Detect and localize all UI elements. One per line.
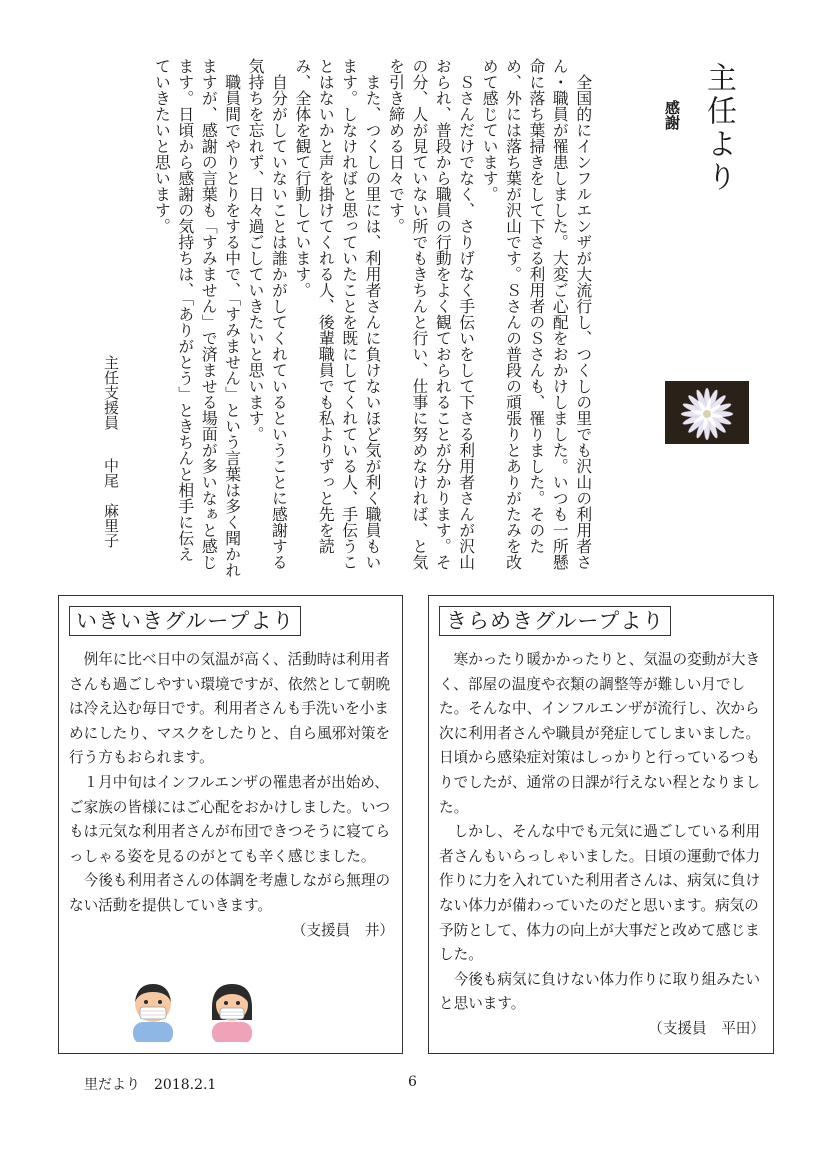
ikiiki-group-title: いきいきグループより: [69, 606, 301, 636]
kirameki-group-body: [439, 648, 765, 1042]
page-title: 主任より: [701, 62, 736, 194]
kirameki-paragraph: 今後も病気に負けない体力作りに取り組みたいと思います。: [439, 970, 761, 1013]
article-paragraph: Ｓさんだけでなく、さりげなく手伝いをして下さる利用者さんが沢山おられ、普段から職員の行動をよく観ておられることが分かります。その分、人が見ていない所でもきちんと行い、仕事に努めなければ、と気を引き締める日々です。: [386, 58, 476, 570]
footer-publication: 里だより 2018.2.1: [84, 1077, 217, 1093]
kirameki-group-title: きらめきグループより: [439, 606, 671, 636]
article-body: [150, 58, 595, 578]
ikiiki-paragraph: 今後も利用者さんの体調を考慮しながら無理のない活動を提供していきます。: [69, 872, 391, 914]
section-subtitle: 感謝: [663, 100, 681, 130]
signature-role: 主任支援員: [102, 355, 120, 430]
ikiiki-paragraph: 例年に比べ日中の気温が高く、活動時は利用者さんも過ごしやすい環境ですが、依然として朝晩は冷え込む毎日です。利用者さんも手洗いを小まめにしたり、マスクをしたりと、自ら風邪対策を行う方もおられます。: [69, 651, 391, 767]
ikiiki-group-box: [58, 595, 403, 1054]
girl-with-mask-icon: [206, 978, 258, 1042]
article-paragraph: また、つくしの里には、利用者さんに負けないほど気が利く職員もいます。しなければと思っていたことを既にしてくれている人、手伝うことはないかと声を掛けてくれる人、後輩職員でも私よりずっと先を読み、全体を観て行動しています。: [292, 58, 383, 570]
kirameki-group-box: [428, 595, 774, 1054]
signature-name: 中尾 麻里子: [102, 458, 120, 548]
kirameki-paragraph: しかし、そんな中でも元気に過ごしている利用者さんもいらっしゃいました。日頃の運動で体力作りに力を入れていた利用者さんは、病気に負けない体力が備わっていたのだと思います。病気の予防として、体力の向上が大事だと改めて感じました。: [439, 823, 761, 964]
article-paragraph: 全国的にインフルエンザが大流行し、つくしの里でも沢山の利用者さん・職員が罹患しました。大変ご心配をおかけしました。いつも一所懸命に落ち葉掃きをして下さる利用者のＳさんも、罹りました。そのため、外には落ち葉が沢山です。Ｓさんの普段の頑張りとありがたみを改めて感じています。: [480, 58, 593, 570]
kirameki-staff: （支援員 平田）: [648, 1019, 765, 1037]
ikiiki-paragraph: １月中旬はインフルエンザの罹患者が出始め、ご家族の皆様にはご心配をおかけしました。いつもは元気な利用者さんが布団できつそうに寝てらっしゃる姿を見るのがとても辛く感じました。: [69, 773, 391, 865]
ikiiki-group-body: [69, 648, 394, 943]
article-paragraph: 自分がしていないことは誰かがしてくれているということに感謝する気持ちを忘れず、日々過ごしていきたいと思います。: [246, 58, 289, 570]
article-paragraph: 職員間でやりとりをする中で、「すみません」という言葉は多く聞かれますが、感謝の言葉も「すみません」で済ませる場面が多いなぁと感じます。日頃から感謝の気持ちは、「ありがとう」ときちんと相手に伝えていきたいと思います。: [152, 58, 242, 578]
flower-photo: [665, 381, 749, 444]
ikiiki-staff: （支援員 井）: [291, 921, 394, 939]
kirameki-paragraph: 寒かったり暖かかったりと、気温の変動が大きく、部屋の温度や衣類の調整等が難しい月でした。そんな中、インフルエンザが流行し、次から次に利用者さんや職員が発症してしまいました。日頃から感染症対策はしっかりと行っているつもりでしたが、通常の日課が行えない程となりました。: [439, 651, 761, 816]
boy-with-mask-icon: [127, 978, 179, 1042]
page-number: 6: [408, 1074, 417, 1090]
